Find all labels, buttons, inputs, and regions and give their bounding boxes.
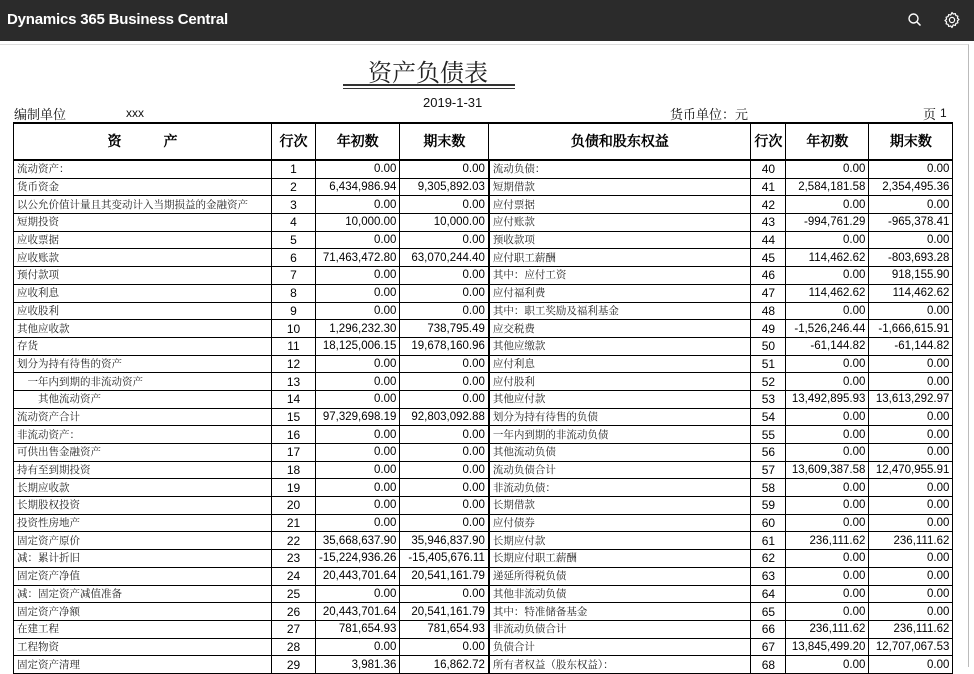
asset-end: 738,795.49 (400, 320, 489, 338)
liability-name: 流动负债合计 (489, 461, 751, 479)
asset-name: 减：固定资产减值准备 (14, 585, 272, 603)
asset-line: 5 (272, 231, 316, 249)
asset-name: 工程物资 (14, 638, 272, 656)
liability-end: 236,111.62 (869, 532, 953, 550)
app-title: Dynamics 365 Business Central (7, 11, 228, 28)
asset-name: 应收账款 (14, 249, 272, 267)
liability-end: 0.00 (869, 302, 953, 320)
asset-end: 0.00 (400, 479, 489, 497)
asset-name: 流动资产合计 (14, 408, 272, 426)
liability-name: 其他非流动负债 (489, 585, 751, 603)
asset-name: 固定资产原价 (14, 532, 272, 550)
liability-end: 2,354,495.36 (869, 178, 953, 196)
liability-begin: 0.00 (786, 302, 869, 320)
asset-line: 25 (272, 585, 316, 603)
asset-line: 4 (272, 214, 316, 232)
asset-end: 0.00 (400, 196, 489, 214)
liability-end: 0.00 (869, 479, 953, 497)
asset-begin: -15,224,936.26 (316, 550, 400, 568)
asset-end: 0.00 (400, 426, 489, 444)
liability-begin: -61,144.82 (786, 337, 869, 355)
asset-name: 短期投资 (14, 214, 272, 232)
liability-end: 0.00 (869, 373, 953, 391)
asset-begin: 0.00 (316, 638, 400, 656)
liability-line: 51 (751, 355, 786, 373)
asset-line: 13 (272, 373, 316, 391)
asset-line: 29 (272, 656, 316, 674)
liability-name: 应付债券 (489, 514, 751, 532)
asset-begin: 35,668,637.90 (316, 532, 400, 550)
asset-name: 应收股利 (14, 302, 272, 320)
liability-line: 41 (751, 178, 786, 196)
liability-end: 0.00 (869, 444, 953, 462)
table-row (14, 603, 953, 621)
liability-line: 59 (751, 497, 786, 515)
liability-name: 流动负债： (489, 160, 751, 178)
liability-end: 0.00 (869, 196, 953, 214)
asset-line: 15 (272, 408, 316, 426)
asset-end: -15,405,676.11 (400, 550, 489, 568)
asset-name: 固定资产清理 (14, 656, 272, 674)
asset-begin: 3,981.36 (316, 656, 400, 674)
asset-begin: 20,443,701.64 (316, 603, 400, 621)
liability-end: 114,462.62 (869, 284, 953, 302)
liability-begin: 0.00 (786, 196, 869, 214)
liability-begin: 236,111.62 (786, 620, 869, 638)
asset-begin: 0.00 (316, 160, 400, 178)
asset-end: 0.00 (400, 444, 489, 462)
liability-end: 0.00 (869, 603, 953, 621)
asset-end: 63,070,244.40 (400, 249, 489, 267)
asset-end: 0.00 (400, 231, 489, 249)
liability-end: 0.00 (869, 497, 953, 515)
asset-name: 非流动资产： (14, 426, 272, 444)
liability-end: 0.00 (869, 426, 953, 444)
liability-begin: 0.00 (786, 497, 869, 515)
asset-name: 预付款项 (14, 267, 272, 285)
asset-name: 减：累计折旧 (14, 550, 272, 568)
asset-line: 28 (272, 638, 316, 656)
liability-begin: 0.00 (786, 550, 869, 568)
liability-line: 64 (751, 585, 786, 603)
asset-begin: 71,463,472.80 (316, 249, 400, 267)
liability-line: 49 (751, 320, 786, 338)
liability-end: 0.00 (869, 408, 953, 426)
liability-name: 预收款项 (489, 231, 751, 249)
table-body (14, 160, 953, 673)
table-row (14, 638, 953, 656)
table-row (14, 178, 953, 196)
liability-begin: 236,111.62 (786, 532, 869, 550)
table-row (14, 567, 953, 585)
top-bar (0, 0, 974, 41)
asset-line: 12 (272, 355, 316, 373)
liability-line: 44 (751, 231, 786, 249)
table-row (14, 160, 953, 178)
liability-name: 应付福利费 (489, 284, 751, 302)
liability-line: 60 (751, 514, 786, 532)
asset-end: 0.00 (400, 355, 489, 373)
asset-line: 2 (272, 178, 316, 196)
asset-begin: 18,125,006.15 (316, 337, 400, 355)
asset-line: 9 (272, 302, 316, 320)
liability-name: 负债合计 (489, 638, 751, 656)
asset-end: 0.00 (400, 585, 489, 603)
asset-line: 3 (272, 196, 316, 214)
asset-begin: 10,000.00 (316, 214, 400, 232)
asset-begin: 20,443,701.64 (316, 567, 400, 585)
liability-begin: 0.00 (786, 479, 869, 497)
liability-end: 0.00 (869, 231, 953, 249)
asset-begin: 0.00 (316, 267, 400, 285)
liability-name: 其中：应付工资 (489, 267, 751, 285)
asset-name: 投资性房地产 (14, 514, 272, 532)
liability-name: 非流动负债合计 (489, 620, 751, 638)
liability-name: 其他应缴款 (489, 337, 751, 355)
liability-begin: 13,845,499.20 (786, 638, 869, 656)
table-row (14, 497, 953, 515)
table-row (14, 585, 953, 603)
liability-name: 递延所得税负债 (489, 567, 751, 585)
liability-end: 0.00 (869, 355, 953, 373)
asset-line: 8 (272, 284, 316, 302)
asset-line: 14 (272, 390, 316, 408)
table-row (14, 284, 953, 302)
asset-end: 0.00 (400, 638, 489, 656)
liability-begin: 13,492,895.93 (786, 390, 869, 408)
liability-end: 12,707,067.53 (869, 638, 953, 656)
unit-label: 编制单位 (14, 108, 67, 123)
liability-name: 所有者权益（股东权益）： (489, 656, 751, 674)
asset-name: 划分为持有待售的资产 (14, 355, 272, 373)
gear-icon[interactable] (942, 10, 962, 30)
table-row (14, 320, 953, 338)
table-row (14, 249, 953, 267)
liability-name: 其中：职工奖励及福利基金 (489, 302, 751, 320)
liability-end: 0.00 (869, 160, 953, 178)
liability-begin: -994,761.29 (786, 214, 869, 232)
asset-line: 16 (272, 426, 316, 444)
header-liability-begin: 年初数 (786, 123, 869, 160)
liability-end: 0.00 (869, 567, 953, 585)
asset-begin: 97,329,698.19 (316, 408, 400, 426)
liability-name: 长期应付款 (489, 532, 751, 550)
page-label: 页 (923, 108, 937, 123)
asset-end: 0.00 (400, 497, 489, 515)
asset-begin: 1,296,232.30 (316, 320, 400, 338)
asset-end: 20,541,161.79 (400, 567, 489, 585)
asset-line: 26 (272, 603, 316, 621)
table-row (14, 231, 953, 249)
asset-name: 应收利息 (14, 284, 272, 302)
table-row (14, 444, 953, 462)
liability-name: 长期应付职工薪酬 (489, 550, 751, 568)
title-underline-thin (343, 88, 515, 89)
liability-begin: 0.00 (786, 426, 869, 444)
liability-line: 48 (751, 302, 786, 320)
liability-name: 应付股利 (489, 373, 751, 391)
table-row (14, 656, 953, 674)
table-row (14, 479, 953, 497)
asset-end: 19,678,160.96 (400, 337, 489, 355)
header-asset-line: 行次 (272, 123, 316, 160)
asset-name: 持有至到期投资 (14, 461, 272, 479)
liability-begin: 0.00 (786, 373, 869, 391)
liability-line: 62 (751, 550, 786, 568)
liability-line: 66 (751, 620, 786, 638)
liability-name: 其他流动负债 (489, 444, 751, 462)
asset-end: 16,862.72 (400, 656, 489, 674)
liability-begin: 0.00 (786, 355, 869, 373)
table-row (14, 337, 953, 355)
liability-name: 其他应付款 (489, 390, 751, 408)
asset-begin: 0.00 (316, 444, 400, 462)
asset-name: 流动资产： (14, 160, 272, 178)
liability-line: 46 (751, 267, 786, 285)
asset-line: 1 (272, 160, 316, 178)
asset-line: 27 (272, 620, 316, 638)
table-row (14, 426, 953, 444)
table-row (14, 302, 953, 320)
liability-end: -61,144.82 (869, 337, 953, 355)
liability-end: 0.00 (869, 585, 953, 603)
liability-line: 45 (751, 249, 786, 267)
asset-begin: 0.00 (316, 231, 400, 249)
liability-line: 40 (751, 160, 786, 178)
liability-end: 12,470,955.91 (869, 461, 953, 479)
table-row (14, 532, 953, 550)
asset-name: 可供出售金融资产 (14, 444, 272, 462)
asset-begin: 0.00 (316, 355, 400, 373)
page-number: 1 (940, 106, 947, 120)
balance-sheet-table (13, 122, 953, 674)
liability-name: 应付职工薪酬 (489, 249, 751, 267)
asset-end: 781,654.93 (400, 620, 489, 638)
asset-end: 92,803,092.88 (400, 408, 489, 426)
liability-end: 13,613,292.97 (869, 390, 953, 408)
liability-line: 61 (751, 532, 786, 550)
table-row (14, 620, 953, 638)
table-row (14, 373, 953, 391)
table-row (14, 267, 953, 285)
liability-line: 67 (751, 638, 786, 656)
table-row (14, 196, 953, 214)
liability-begin: 0.00 (786, 585, 869, 603)
asset-name: 固定资产净额 (14, 603, 272, 621)
asset-begin: 0.00 (316, 479, 400, 497)
search-icon[interactable] (905, 10, 925, 30)
asset-line: 6 (272, 249, 316, 267)
liability-line: 47 (751, 284, 786, 302)
liability-end: -803,693.28 (869, 249, 953, 267)
liability-end: 0.00 (869, 656, 953, 674)
liability-name: 短期借款 (489, 178, 751, 196)
asset-end: 35,946,837.90 (400, 532, 489, 550)
currency-label: 货币单位：元 (670, 108, 749, 123)
asset-end: 0.00 (400, 373, 489, 391)
header-asset-end: 期末数 (400, 123, 489, 160)
asset-line: 18 (272, 461, 316, 479)
asset-end: 10,000.00 (400, 214, 489, 232)
asset-line: 10 (272, 320, 316, 338)
liability-begin: 0.00 (786, 267, 869, 285)
liability-name: 应付票据 (489, 196, 751, 214)
asset-begin: 0.00 (316, 585, 400, 603)
liability-end: 0.00 (869, 550, 953, 568)
liability-name: 划分为持有待售的负债 (489, 408, 751, 426)
header-liability-end: 期末数 (869, 123, 953, 160)
asset-end: 0.00 (400, 267, 489, 285)
liability-line: 65 (751, 603, 786, 621)
asset-begin: 0.00 (316, 461, 400, 479)
table-row (14, 461, 953, 479)
liability-begin: 0.00 (786, 408, 869, 426)
asset-line: 21 (272, 514, 316, 532)
liability-line: 68 (751, 656, 786, 674)
asset-name: 存货 (14, 337, 272, 355)
asset-name: 长期应收款 (14, 479, 272, 497)
asset-end: 20,541,161.79 (400, 603, 489, 621)
asset-begin: 0.00 (316, 373, 400, 391)
table-row (14, 514, 953, 532)
asset-begin: 6,434,986.94 (316, 178, 400, 196)
liability-begin: 13,609,387.58 (786, 461, 869, 479)
liability-end: 0.00 (869, 514, 953, 532)
asset-name: 其他应收款 (14, 320, 272, 338)
asset-name: 一年内到期的非流动资产 (14, 373, 272, 391)
liability-name: 一年内到期的非流动负债 (489, 426, 751, 444)
table-header-row (14, 123, 953, 160)
title-underline (343, 84, 515, 86)
liability-name: 非流动负债： (489, 479, 751, 497)
liability-line: 57 (751, 461, 786, 479)
liability-end: 918,155.90 (869, 267, 953, 285)
asset-line: 23 (272, 550, 316, 568)
asset-line: 17 (272, 444, 316, 462)
asset-begin: 0.00 (316, 196, 400, 214)
liability-begin: 0.00 (786, 444, 869, 462)
table-row (14, 550, 953, 568)
liability-name: 其中：特准储备基金 (489, 603, 751, 621)
asset-line: 19 (272, 479, 316, 497)
asset-name: 在建工程 (14, 620, 272, 638)
asset-begin: 781,654.93 (316, 620, 400, 638)
asset-name: 货币资金 (14, 178, 272, 196)
header-asset-begin: 年初数 (316, 123, 400, 160)
asset-begin: 0.00 (316, 284, 400, 302)
liability-line: 53 (751, 390, 786, 408)
asset-begin: 0.00 (316, 302, 400, 320)
liability-line: 42 (751, 196, 786, 214)
liability-begin: 0.00 (786, 567, 869, 585)
liability-name: 应付利息 (489, 355, 751, 373)
header-liability-line: 行次 (751, 123, 786, 160)
asset-end: 0.00 (400, 284, 489, 302)
asset-name: 应收票据 (14, 231, 272, 249)
liability-line: 63 (751, 567, 786, 585)
asset-line: 24 (272, 567, 316, 585)
liability-line: 43 (751, 214, 786, 232)
header-liability: 负债和股东权益 (489, 123, 751, 160)
liability-begin: 0.00 (786, 514, 869, 532)
table-row (14, 355, 953, 373)
liability-begin: 114,462.62 (786, 284, 869, 302)
liability-line: 56 (751, 444, 786, 462)
liability-name: 长期借款 (489, 497, 751, 515)
liability-line: 58 (751, 479, 786, 497)
liability-begin: 114,462.62 (786, 249, 869, 267)
asset-begin: 0.00 (316, 497, 400, 515)
asset-end: 0.00 (400, 390, 489, 408)
liability-end: -965,378.41 (869, 214, 953, 232)
report-title: 资产负债表 (368, 59, 488, 87)
liability-begin: 0.00 (786, 160, 869, 178)
asset-line: 20 (272, 497, 316, 515)
liability-begin: 0.00 (786, 603, 869, 621)
asset-begin: 0.00 (316, 514, 400, 532)
report-date: 2019-1-31 (423, 95, 483, 110)
liability-line: 55 (751, 426, 786, 444)
liability-begin: 2,584,181.58 (786, 178, 869, 196)
table-row (14, 408, 953, 426)
table-row (14, 214, 953, 232)
liability-begin: 0.00 (786, 231, 869, 249)
asset-name: 其他流动资产 (14, 390, 272, 408)
asset-line: 11 (272, 337, 316, 355)
liability-name: 应交税费 (489, 320, 751, 338)
asset-line: 22 (272, 532, 316, 550)
liability-name: 应付账款 (489, 214, 751, 232)
liability-line: 54 (751, 408, 786, 426)
liability-begin: 0.00 (786, 656, 869, 674)
liability-begin: -1,526,246.44 (786, 320, 869, 338)
asset-name: 固定资产净值 (14, 567, 272, 585)
liability-line: 50 (751, 337, 786, 355)
liability-end: -1,666,615.91 (869, 320, 953, 338)
header-asset: 资 产 (14, 123, 272, 160)
table-row (14, 390, 953, 408)
asset-end: 9,305,892.03 (400, 178, 489, 196)
asset-end: 0.00 (400, 302, 489, 320)
asset-begin: 0.00 (316, 390, 400, 408)
asset-name: 以公允价值计量且其变动计入当期损益的金融资产 (14, 196, 272, 214)
asset-end: 0.00 (400, 514, 489, 532)
asset-end: 0.00 (400, 461, 489, 479)
unit-value: xxx (126, 106, 144, 120)
asset-name: 长期股权投资 (14, 497, 272, 515)
asset-line: 7 (272, 267, 316, 285)
asset-begin: 0.00 (316, 426, 400, 444)
liability-end: 236,111.62 (869, 620, 953, 638)
asset-end: 0.00 (400, 160, 489, 178)
liability-line: 52 (751, 373, 786, 391)
